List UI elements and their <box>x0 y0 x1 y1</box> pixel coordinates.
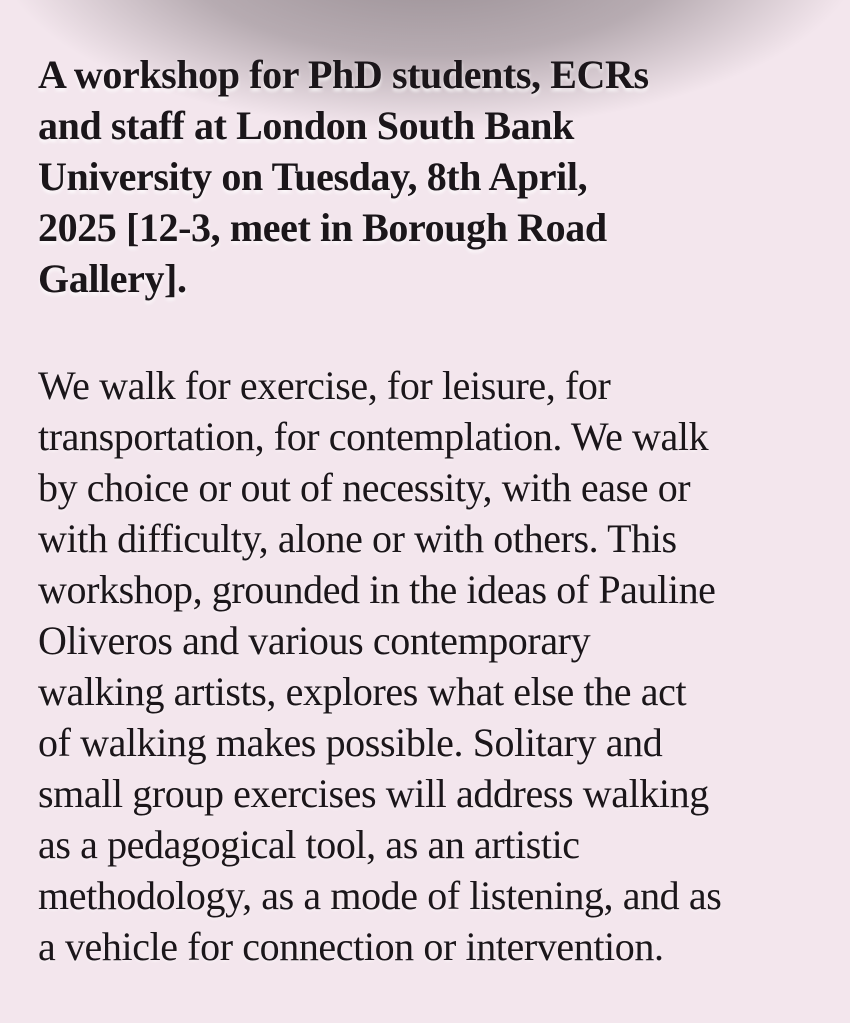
body-line: workshop, grounded in the ideas of Pauline <box>38 567 716 612</box>
description-paragraph <box>38 360 830 972</box>
intro-line: 2025 [12-3, meet in Borough Road <box>38 205 607 250</box>
flyer-text-block <box>38 49 830 972</box>
body-line: of walking makes possible. Solitary and <box>38 720 663 765</box>
intro-line: and staff at London South Bank <box>38 103 574 148</box>
body-line: transportation, for contemplation. We walk <box>38 414 709 459</box>
body-line: by choice or out of necessity, with ease or <box>38 465 691 510</box>
intro-line: A workshop for PhD students, ECRs <box>38 52 649 97</box>
intro-line: Gallery]. <box>38 256 187 301</box>
body-line: methodology, as a mode of listening, and as <box>38 873 722 918</box>
body-line: We walk for exercise, for leisure, for <box>38 363 611 408</box>
body-line: walking artists, explores what else the act <box>38 669 687 714</box>
intro-paragraph <box>38 49 830 304</box>
body-line: as a pedagogical tool, as an artistic <box>38 822 580 867</box>
intro-line: University on Tuesday, 8th April, <box>38 154 588 199</box>
body-line: small group exercises will address walking <box>38 771 709 816</box>
body-line: with difficulty, alone or with others. This <box>38 516 677 561</box>
body-line: a vehicle for connection or intervention. <box>38 924 664 969</box>
body-line: Oliveros and various contemporary <box>38 618 591 663</box>
